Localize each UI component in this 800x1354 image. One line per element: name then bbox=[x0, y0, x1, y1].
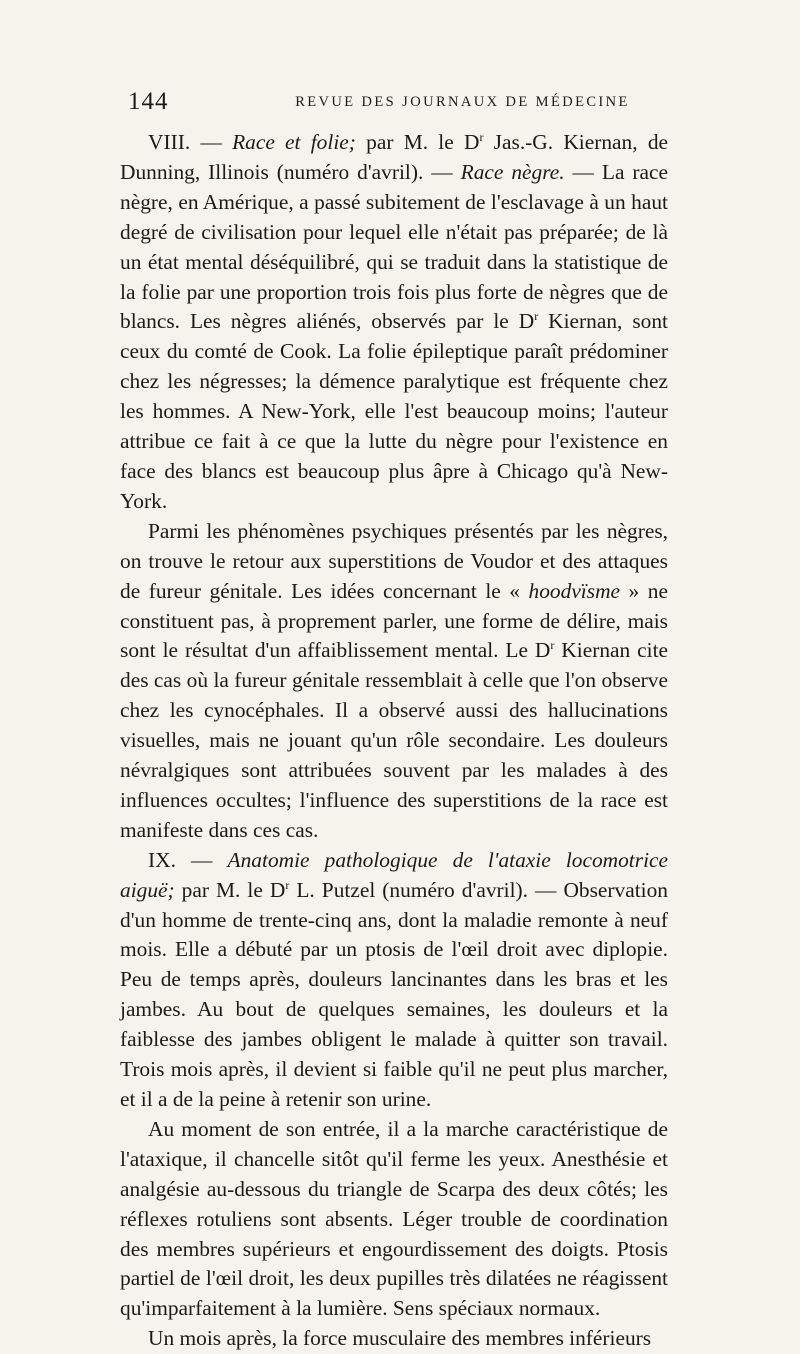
paragraph-text: » ne constituent pas, à proprement parler, une forme de délire, mais sont le résultat d'un affaiblissement mental. Le D bbox=[120, 578, 668, 663]
section-ix-paragraph-2 bbox=[120, 1115, 668, 1324]
section-ix-dash: — bbox=[175, 847, 228, 872]
page-number: 144 bbox=[128, 88, 169, 115]
doctor-abbrev-sup: r bbox=[285, 877, 290, 892]
paragraph-text: Un mois après, la force musculaire des membres inférieurs bbox=[148, 1326, 652, 1351]
section-viii-author: Jas.-G. Kiernan, de Dunning, Illinois (numéro d'avril). — bbox=[120, 130, 669, 184]
doctor-abbrev-sup: r bbox=[550, 638, 555, 653]
paragraph-text: Parmi les phénomènes psychiques présentés par les nègres, on trouve le retour aux superstitions de Voudor et des attaques de fureur génitale. Les idées concernant le « bbox=[120, 518, 668, 603]
doctor-abbrev-sup: r bbox=[479, 130, 484, 144]
doctor-abbrev-sup: r bbox=[534, 309, 539, 324]
section-viii-subtitle: Race nègre. bbox=[460, 159, 565, 184]
section-viii-title: Race et folie; bbox=[232, 130, 356, 154]
section-ix-title: Anatomie pathologique de l'ataxie locomotrice aiguë; bbox=[120, 847, 668, 902]
section-viii-byline: par M. le D bbox=[355, 130, 480, 154]
section-ix-byline: par M. le D bbox=[174, 877, 286, 902]
page-header bbox=[120, 88, 680, 118]
section-ix-text: L. Putzel (numéro d'avril). — Observation d'un homme de trente-cinq ans, dont la maladie remonte à neuf mois. Elle a débuté par un ptosis de l'œil droit avec diplopie. Peu de temps après, douleurs lancinantes dans les bras et les jambes. Au bout de quelques semaines, les douleurs et la faiblesse des jambes obligent le malade à quitter son travail. Trois mois après, il devient si faible qu'il ne peut plus marcher, et il a de la peine à retenir son urine. bbox=[120, 877, 668, 1111]
section-viii-paragraph-2 bbox=[120, 517, 668, 846]
hoodoo-term: hoodvïsme bbox=[528, 578, 621, 603]
section-viii-text-cont: Kiernan, sont ceux du comté de Cook. La folie épileptique paraît prédominer chez les négresses; la démence paralytique est fréquente chez les hommes. A New-York, elle l'est beaucoup moins; l'auteur attribue ce fait à ce que la lutte du nègre pour l'existence en face des blancs est beaucoup plus âpre à Chicago qu'à New-York. bbox=[120, 309, 668, 513]
section-viii-paragraph bbox=[120, 128, 668, 517]
section-viii-text: — La race nègre, en Amérique, a passé subitement de l'esclavage à un haut degré de civilisation pour lequel elle n'était pas préparée; de là un état mental déséquilibré, qui se traduit dans la statistique de la folie par une proportion trois fois plus forte de nègres que de blancs. Les nègres aliénés, observés par le D bbox=[120, 159, 669, 334]
section-ix-paragraph-3 bbox=[120, 1324, 668, 1354]
section-viii-dash: — bbox=[190, 130, 233, 154]
section-ix-paragraph bbox=[120, 846, 668, 1115]
section-ix-numeral: IX. bbox=[148, 847, 176, 872]
article-body bbox=[120, 128, 668, 1354]
section-viii-numeral: VIII. bbox=[148, 130, 191, 154]
paragraph-text: Au moment de son entrée, il a la marche caractéristique de l'ataxique, il chancelle sitôt qu'il ferme les yeux. Anesthésie et analgésie au-dessous du triangle de Scarpa des deux côtés; les réflexes rotuliens sont absents. Léger trouble de coordination des membres supérieurs et engourdissement des doigts. Ptosis partiel de l'œil droit, les deux pupilles très dilatées ne réagissent qu'imparfaitement à la lumière. Sens spéciaux normaux. bbox=[120, 1116, 668, 1321]
running-title: REVUE DES JOURNAUX DE MÉDECINE bbox=[295, 94, 630, 110]
paragraph-text: Kiernan cite des cas où la fureur génitale ressemblait à celle que l'on observe chez les cynocéphales. Il a observé aussi des hallucinations visuelles, mais ne jouant qu'un rôle secondaire. Les douleurs névralgiques sont attribuées souvent par les malades à des influences occultes; l'influence des superstitions de la race est manifeste dans ces cas. bbox=[120, 638, 669, 842]
